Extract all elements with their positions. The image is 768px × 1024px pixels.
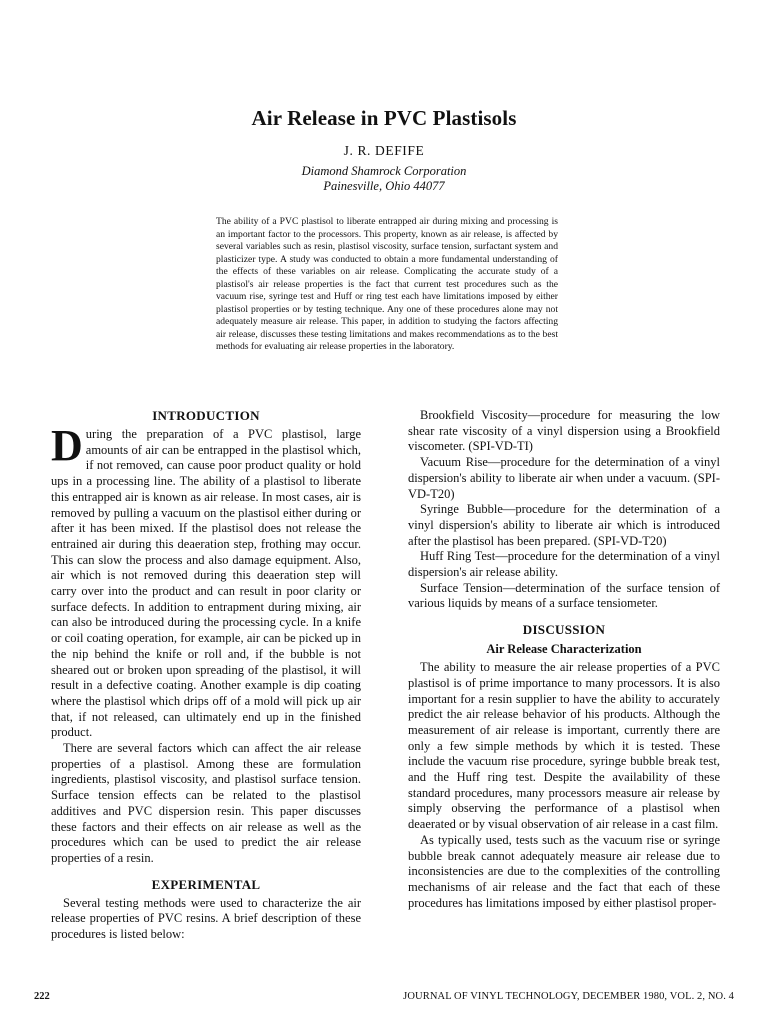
experimental-paragraph-1: Several testing methods were used to characterize the air release properties of PVC resins. A brief description of these procedures is listed below: [51,895,361,942]
affiliation [0,164,768,194]
intro-heading: INTRODUCTION [152,408,260,423]
journal-footer: JOURNAL OF VINYL TECHNOLOGY, DECEMBER 1980, VOL. 2, NO. 4 [403,991,734,1002]
discussion-heading: DISCUSSION [522,622,606,638]
method-item: Syringe Bubble—procedure for the determination of a vinyl dispersion's ability to liberate air which is introduced after the plastisol has been prepared. (SPI-VD-T20) [408,502,720,548]
page-number: 222 [34,991,50,1002]
affiliation-org: Diamond Shamrock Corporation [301,164,467,178]
right-column [408,408,720,911]
method-item: Vacuum Rise—procedure for the determination of a vinyl dispersion's ability to liberate air when under a vacuum. (SPI-VD-T20) [408,455,720,501]
intro-paragraph-1 [51,421,361,741]
author-name: J. R. DEFIFE [343,143,425,158]
paper-title: Air Release in PVC Plastisols [251,106,517,130]
method-item: Brookfield Viscosity—procedure for measuring the low shear rate viscosity of a vinyl dispersion using a Brookfield viscometer. (SPI-VD-TI) [408,408,720,454]
left-column [51,408,361,943]
affiliation-location: Painesville, Ohio 44077 [323,179,445,193]
discussion-paragraph-1: The ability to measure the air release properties of a PVC plastisol is of prime importance to many processors. It is also important for a resin supplier to have the ability to accurately predict the air release behavior of his products. Although the measurement of air release is important, currently there are only a few simple methods by which it is tested. These include the vacuum rise procedure, syringe bubble break test, and the Huff ring test. Despite the availability of these standard procedures, many processors measure air release by simply observing the performance of a plastisol when deaerated or by visual observation of air release in a cast film. [408,660,720,832]
method-item: Surface Tension—determination of the surface tension of various liquids by means of a surface tensiometer. [408,580,720,611]
discussion-paragraph-2: As typically used, tests such as the vacuum rise or syringe bubble break cannot adequately measure air release due to inconsistencies are due to the complexities of the controlling mechanisms of air release and the fact that each of these procedures has limitations imposed by either plastisol proper- [408,832,720,910]
discussion-subheading: Air Release Characterization [486,642,642,657]
intro-paragraph-1-text: uring the preparation of a PVC plastisol, large amounts of air can be entrapped in the plastisol which, if not removed, can cause poor product quality or hold ups in a processing line. The ability of a plastisol to liberate this entrapped air is known as air release. In most cases, air is removed by pulling a vacuum on the plastisol either during or after it has been mixed. If the plastisol does not release the entrained air during this deaeration step, frothing may occur. This can slow the process and also damage equipment. Also, air which is not removed during this deaeration step will carry over into the product and can result in poor clarity or surface defects. In addition to entrapment during mixing, air can also be introduced during the processing cycle. In a knife or coil coating operation, for example, air can be picked up in the nip behind the knife or roll and, if the bubble is not sheared out or broken upon spreading of the plastisol, it will result in a defective coating. Another example is dip coating where the plastisol which drips off of a mold will pick up air that, if not released, can ultimately end up in the finished product. [51,427,361,740]
method-item: Huff Ring Test—procedure for the determination of a vinyl dispersion's air release ability. [408,549,720,580]
experimental-heading: EXPERIMENTAL [151,876,261,892]
intro-paragraph-2: There are several factors which can affect the air release properties of a plastisol. Among these are formulation ingredients, plastisol viscosity, and plastisol surface tension. Surface tension effects can be related to the plastisol additives and PVC dispersion resin. This paper discusses these factors and their effects on air release as well as the procedures which can be used to predict the air release properties of a resin. [51,741,361,865]
drop-cap: D [51,421,83,470]
abstract: The ability of a PVC plastisol to liberate entrapped air during mixing and processing is an important factor to the processors. This property, known as air release, is affected by several variables such as resin, plastisol viscosity, surface tension, surfactant system and plasticizer type. A study was conducted to obtain a more fundamental understanding of the effects of these variables on air release. Complicating the accurate study of a plastisol's air release properties is the fact that current test procedures such as the vacuum rise, syringe test and Huff or ring test each have limitations imposed by either plastisol properties or by testing technique. Any one of these procedures alone may not adequately measure air release. This paper, in addition to studying the factors affecting air release, discusses these testing limitations and makes recommendations as to the best methods for evaluating air release properties in the laboratory. [216,216,558,353]
